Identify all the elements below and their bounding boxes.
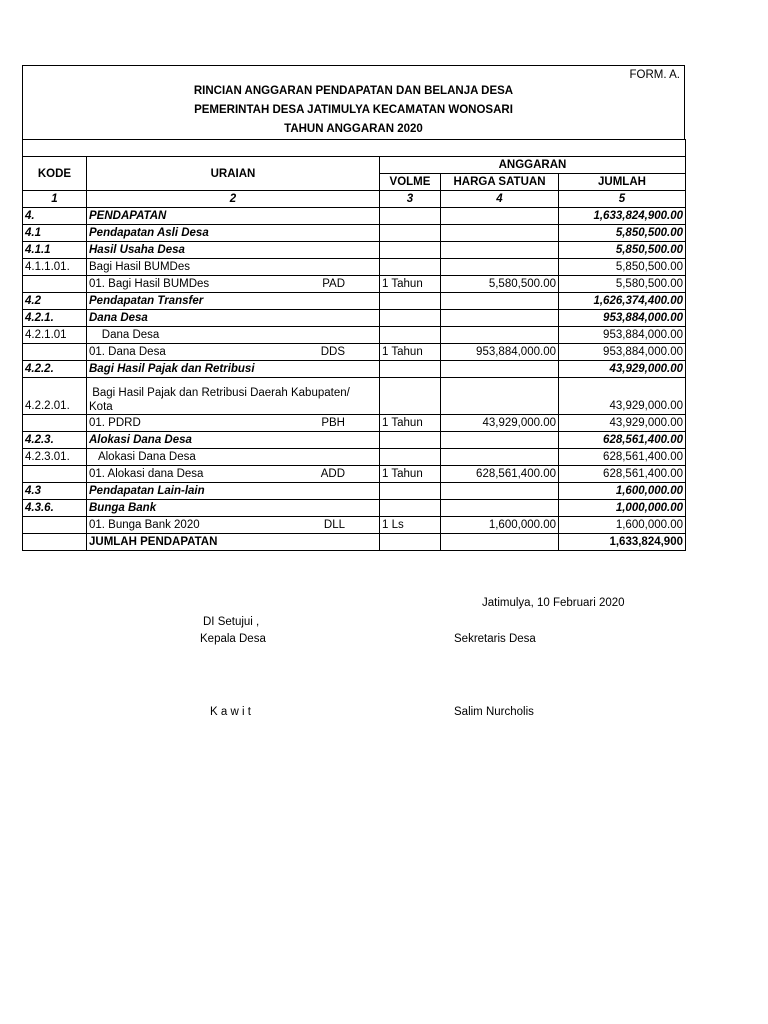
row-harga — [441, 242, 559, 259]
col-uraian: URAIAN — [87, 157, 380, 191]
row-kode: 4.1.1.01. — [23, 259, 87, 276]
title-line-2: PEMERINTAH DESA JATIMULYA KECAMATAN WONOSARI — [194, 104, 513, 116]
row-kode: 4.2.3.01. — [23, 449, 87, 466]
table-row — [23, 466, 686, 483]
row-harga — [441, 225, 559, 242]
row-harga — [441, 259, 559, 276]
row-jumlah: 43,929,000.00 — [559, 361, 686, 378]
row-volume — [380, 327, 441, 344]
table-row — [23, 534, 686, 551]
row-jumlah: 953,884,000.00 — [559, 327, 686, 344]
table-row — [23, 432, 686, 449]
row-uraian — [87, 500, 380, 517]
row-kode: 4.1.1 — [23, 242, 87, 259]
col-harga-satuan: HARGA SATUAN — [441, 174, 559, 191]
row-volume — [380, 310, 441, 327]
row-uraian-text: Dana Desa — [89, 312, 148, 324]
row-source-tag: PAD — [322, 278, 345, 290]
col-jumlah: JUMLAH — [559, 174, 686, 191]
place-date: Jatimulya, 10 Februari 2020 — [482, 597, 625, 609]
row-source-tag: DLL — [323, 519, 345, 531]
row-harga — [441, 361, 559, 378]
row-kode: 4.2.2.01. — [23, 378, 87, 415]
table-row — [23, 449, 686, 466]
row-uraian — [87, 361, 380, 378]
header-row — [23, 157, 686, 174]
table-row — [23, 344, 686, 361]
row-jumlah: 5,580,500.00 — [559, 276, 686, 293]
table-row — [23, 483, 686, 500]
table-row — [23, 208, 686, 225]
budget-table — [22, 139, 686, 551]
col-number: 3 — [380, 191, 441, 208]
row-uraian — [87, 466, 380, 483]
row-harga — [441, 534, 559, 551]
row-uraian — [87, 378, 380, 415]
row-harga — [441, 310, 559, 327]
approval-label: DI Setujui , — [203, 616, 260, 628]
kepala-desa-name: K a w i t — [210, 706, 251, 718]
row-uraian — [87, 276, 380, 293]
row-jumlah: 5,850,500.00 — [559, 259, 686, 276]
table-row — [23, 310, 686, 327]
row-uraian — [87, 327, 380, 344]
row-uraian-text: 01. Dana Desa — [89, 346, 166, 358]
row-harga — [441, 449, 559, 466]
row-uraian — [87, 432, 380, 449]
table-row — [23, 327, 686, 344]
row-uraian — [87, 225, 380, 242]
row-kode: 4.2.3. — [23, 432, 87, 449]
row-kode: 4.3.6. — [23, 500, 87, 517]
row-jumlah: 1,633,824,900.00 — [559, 208, 686, 225]
table-row — [23, 276, 686, 293]
form-code: FORM. A. — [629, 69, 680, 81]
row-volume — [380, 483, 441, 500]
row-volume — [380, 259, 441, 276]
row-jumlah: 43,929,000.00 — [559, 378, 686, 415]
title-line-3: TAHUN ANGGARAN 2020 — [284, 123, 423, 135]
table-row — [23, 225, 686, 242]
row-harga: 1,600,000.00 — [441, 517, 559, 534]
row-uraian-text: Pendapatan Lain-lain — [89, 485, 205, 497]
row-jumlah: 43,929,000.00 — [559, 415, 686, 432]
table-row — [23, 517, 686, 534]
row-volume — [380, 378, 441, 415]
row-uraian — [87, 208, 380, 225]
budget-form — [22, 65, 685, 551]
row-volume — [380, 242, 441, 259]
row-uraian-text: Bagi Hasil Pajak dan Retribusi — [89, 363, 255, 375]
row-uraian — [87, 344, 380, 361]
row-uraian-text: Alokasi Dana Desa — [89, 451, 196, 463]
row-source-tag: DDS — [320, 346, 345, 358]
row-kode — [23, 344, 87, 361]
row-kode: 4. — [23, 208, 87, 225]
row-jumlah: 953,884,000.00 — [559, 344, 686, 361]
row-volume: 1 Tahun — [380, 344, 441, 361]
row-uraian — [87, 310, 380, 327]
row-volume — [380, 432, 441, 449]
row-volume — [380, 361, 441, 378]
col-kode: KODE — [23, 157, 87, 191]
row-jumlah: 1,600,000.00 — [559, 517, 686, 534]
row-uraian-text: Hasil Usaha Desa — [89, 244, 185, 256]
col-number: 1 — [23, 191, 87, 208]
row-kode: 4.2.1.01 — [23, 327, 87, 344]
row-jumlah: 1,600,000.00 — [559, 483, 686, 500]
table-row — [23, 293, 686, 310]
form-header — [22, 65, 685, 139]
col-number: 5 — [559, 191, 686, 208]
row-jumlah: 5,850,500.00 — [559, 242, 686, 259]
row-jumlah: 628,561,400.00 — [559, 466, 686, 483]
row-uraian-text: Pendapatan Asli Desa — [89, 227, 209, 239]
row-volume — [380, 500, 441, 517]
row-uraian — [87, 293, 380, 310]
row-jumlah: 628,561,400.00 — [559, 449, 686, 466]
row-uraian-text: PENDAPATAN — [89, 210, 167, 222]
row-volume — [380, 225, 441, 242]
row-volume — [380, 534, 441, 551]
column-number-row — [23, 191, 686, 208]
row-harga — [441, 327, 559, 344]
row-source-tag: ADD — [320, 468, 345, 480]
row-volume — [380, 293, 441, 310]
row-uraian-text: Dana Desa — [89, 329, 160, 341]
blank-row — [23, 140, 686, 157]
row-kode — [23, 466, 87, 483]
col-number: 4 — [441, 191, 559, 208]
row-kode: 4.3 — [23, 483, 87, 500]
row-kode — [23, 517, 87, 534]
row-uraian-text: Pendapatan Transfer — [89, 295, 204, 307]
row-kode — [23, 415, 87, 432]
row-uraian-text: 01. Bagi Hasil BUMDes — [89, 278, 210, 290]
row-volume: 1 Tahun — [380, 415, 441, 432]
row-uraian-text: Bunga Bank — [89, 502, 157, 514]
row-kode — [23, 534, 87, 551]
table-row — [23, 415, 686, 432]
row-harga — [441, 293, 559, 310]
row-harga: 5,580,500.00 — [441, 276, 559, 293]
row-kode: 4.1 — [23, 225, 87, 242]
table-row — [23, 378, 686, 415]
row-jumlah: 953,884,000.00 — [559, 310, 686, 327]
row-uraian-text: Alokasi Dana Desa — [89, 434, 192, 446]
kepala-desa-title: Kepala Desa — [200, 633, 266, 645]
col-anggaran: ANGGARAN — [380, 157, 686, 174]
row-harga — [441, 208, 559, 225]
row-harga — [441, 483, 559, 500]
row-jumlah: 5,850,500.00 — [559, 225, 686, 242]
row-volume — [380, 208, 441, 225]
row-kode: 4.2 — [23, 293, 87, 310]
row-kode — [23, 276, 87, 293]
row-uraian — [87, 534, 380, 551]
table-row — [23, 361, 686, 378]
row-jumlah: 628,561,400.00 — [559, 432, 686, 449]
row-jumlah: 1,626,374,400.00 — [559, 293, 686, 310]
row-uraian — [87, 242, 380, 259]
row-harga: 628,561,400.00 — [441, 466, 559, 483]
row-volume: 1 Ls — [380, 517, 441, 534]
row-kode: 4.2.2. — [23, 361, 87, 378]
col-number: 2 — [87, 191, 380, 208]
row-harga — [441, 432, 559, 449]
row-jumlah: 1,633,824,900 — [559, 534, 686, 551]
row-jumlah: 1,000,000.00 — [559, 500, 686, 517]
table-row — [23, 500, 686, 517]
row-harga: 953,884,000.00 — [441, 344, 559, 361]
row-volume — [380, 449, 441, 466]
row-uraian — [87, 517, 380, 534]
table-row — [23, 242, 686, 259]
row-uraian-text: 01. Bunga Bank 2020 — [89, 519, 200, 531]
row-uraian — [87, 449, 380, 466]
row-uraian-text: 01. PDRD — [89, 417, 141, 429]
sekretaris-desa-title: Sekretaris Desa — [454, 633, 536, 645]
row-uraian-text: 01. Alokasi dana Desa — [89, 468, 204, 480]
row-uraian-text: Bagi Hasil BUMDes — [89, 261, 190, 273]
col-volme: VOLME — [380, 174, 441, 191]
row-volume: 1 Tahun — [380, 466, 441, 483]
row-uraian-text: Bagi Hasil Pajak dan Retribusi Daerah Kabupaten/ Kota — [89, 387, 350, 413]
row-harga — [441, 378, 559, 415]
row-volume: 1 Tahun — [380, 276, 441, 293]
row-kode: 4.2.1. — [23, 310, 87, 327]
sekretaris-desa-name: Salim Nurcholis — [454, 706, 534, 718]
title-line-1: RINCIAN ANGGARAN PENDAPATAN DAN BELANJA DESA — [193, 85, 514, 97]
row-harga — [441, 500, 559, 517]
row-uraian — [87, 483, 380, 500]
row-uraian — [87, 415, 380, 432]
row-uraian — [87, 259, 380, 276]
row-source-tag: PBH — [321, 417, 345, 429]
table-row — [23, 259, 686, 276]
row-harga: 43,929,000.00 — [441, 415, 559, 432]
row-uraian-text: JUMLAH PENDAPATAN — [89, 536, 218, 548]
